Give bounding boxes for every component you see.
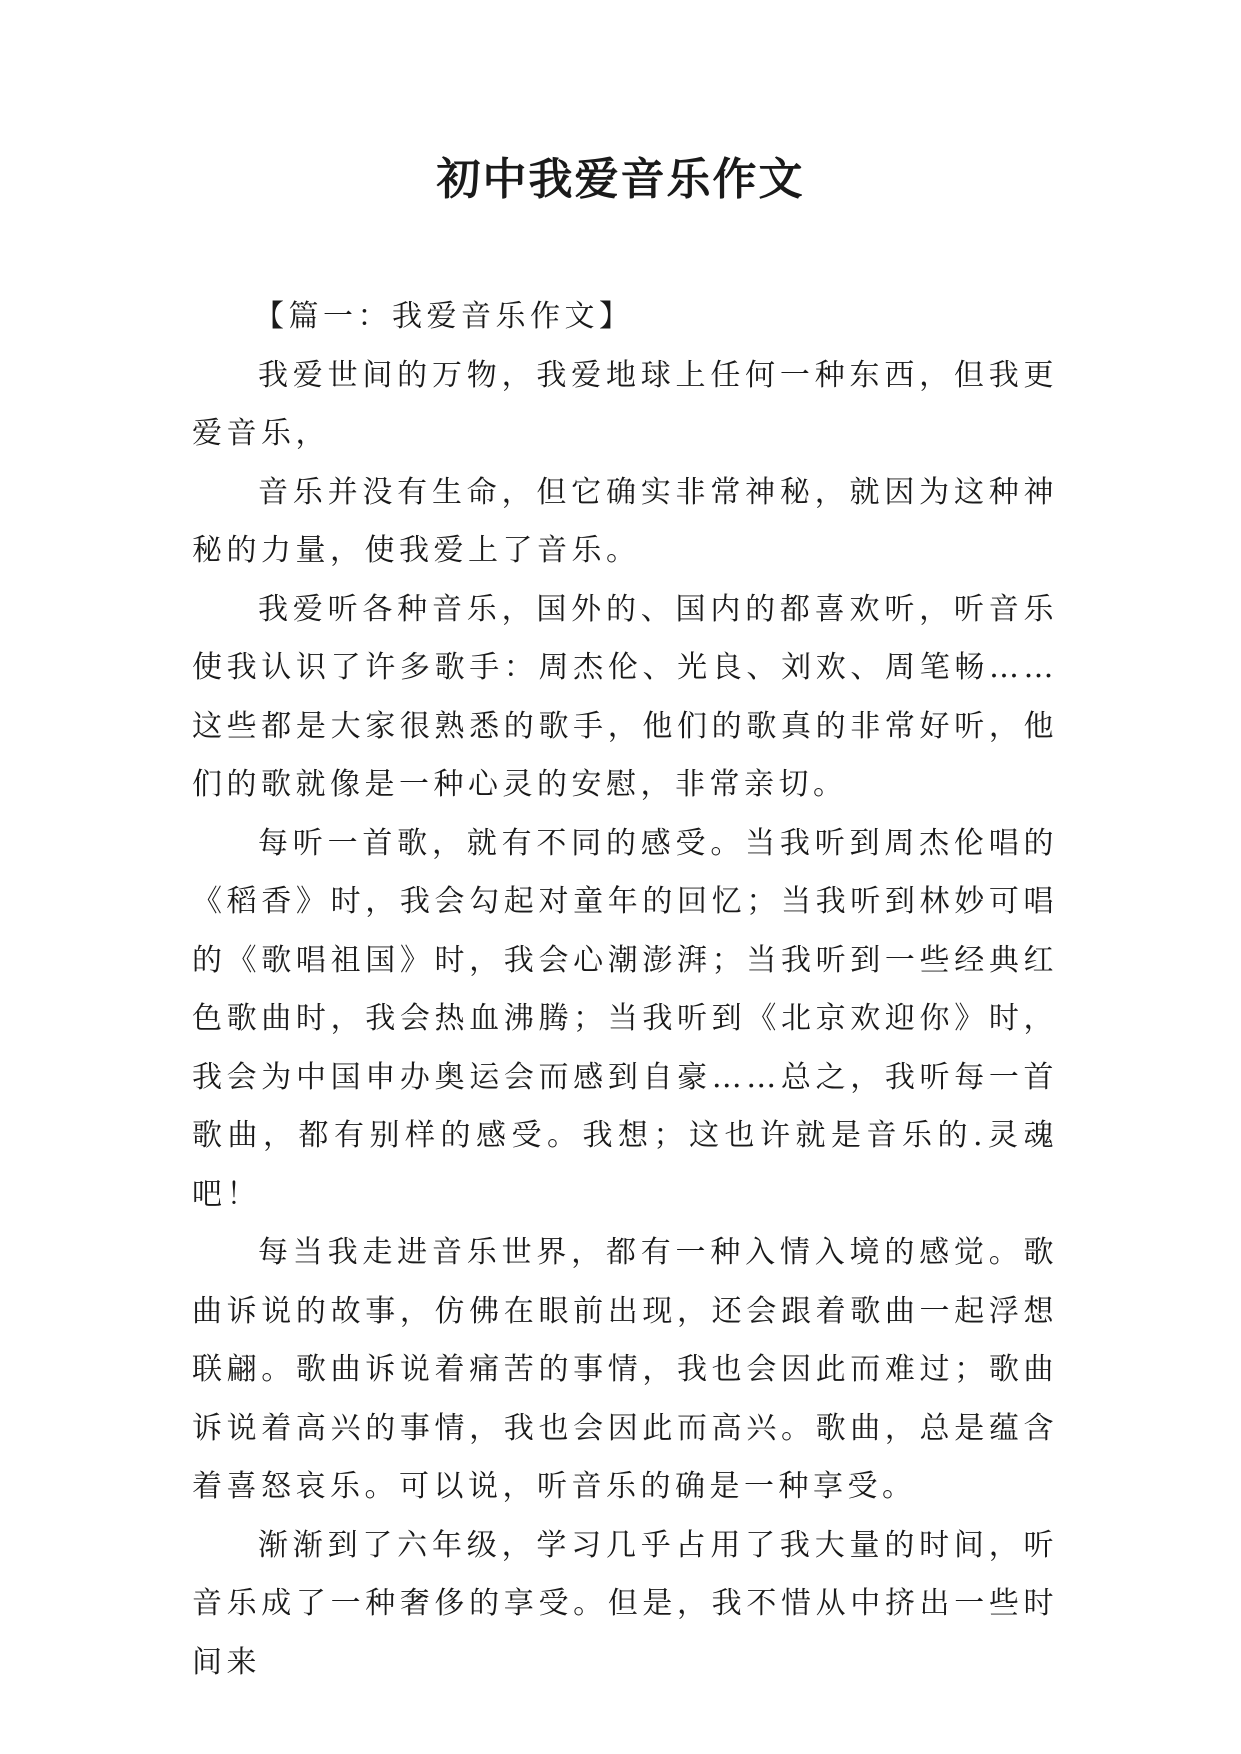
paragraph: 音乐并没有生命，但它确实非常神秘，就因为这种神秘的力量，使我爱上了音乐。 xyxy=(192,474,1058,568)
section-heading: 【篇一：我爱音乐作文】 xyxy=(254,299,634,334)
document-body xyxy=(192,288,1058,1692)
paragraph: 我爱听各种音乐，国外的、国内的都喜欢听，听音乐使我认识了许多歌手：周杰伦、光良、刘欢、周笔畅……这些都是大家很熟悉的歌手，他们的歌真的非常好听，他们的歌就像是一种心灵的安慰，非常亲切。 xyxy=(192,591,1058,802)
paragraph: 渐渐到了六年级，学习几乎占用了我大量的时间，听音乐成了一种奢侈的享受。但是，我不惜从中挤出一些时间来 xyxy=(192,1527,1058,1680)
paragraph: 每听一首歌，就有不同的感受。当我听到周杰伦唱的《稻香》时，我会勾起对童年的回忆；当我听到林妙可唱的《歌唱祖国》时，我会心潮澎湃；当我听到一些经典红色歌曲时，我会热血沸腾；当我听到《北京欢迎你》时，我会为中国申办奥运会而感到自豪……总之，我听每一首歌曲，都有别样的感受。我想；这也许就是音乐的.灵魂吧！ xyxy=(192,825,1058,1212)
paragraph: 我爱世间的万物，我爱地球上任何一种东西，但我更爱音乐， xyxy=(192,357,1058,451)
paragraph: 每当我走进音乐世界，都有一种入情入境的感觉。歌曲诉说的故事，仿佛在眼前出现，还会跟着歌曲一起浮想联翩。歌曲诉说着痛苦的事情，我也会因此而难过；歌曲诉说着高兴的事情，我也会因此而高兴。歌曲，总是蕴含着喜怒哀乐。可以说，听音乐的确是一种享受。 xyxy=(192,1235,1058,1504)
document-title: 初中我爱音乐作文 xyxy=(436,154,805,205)
